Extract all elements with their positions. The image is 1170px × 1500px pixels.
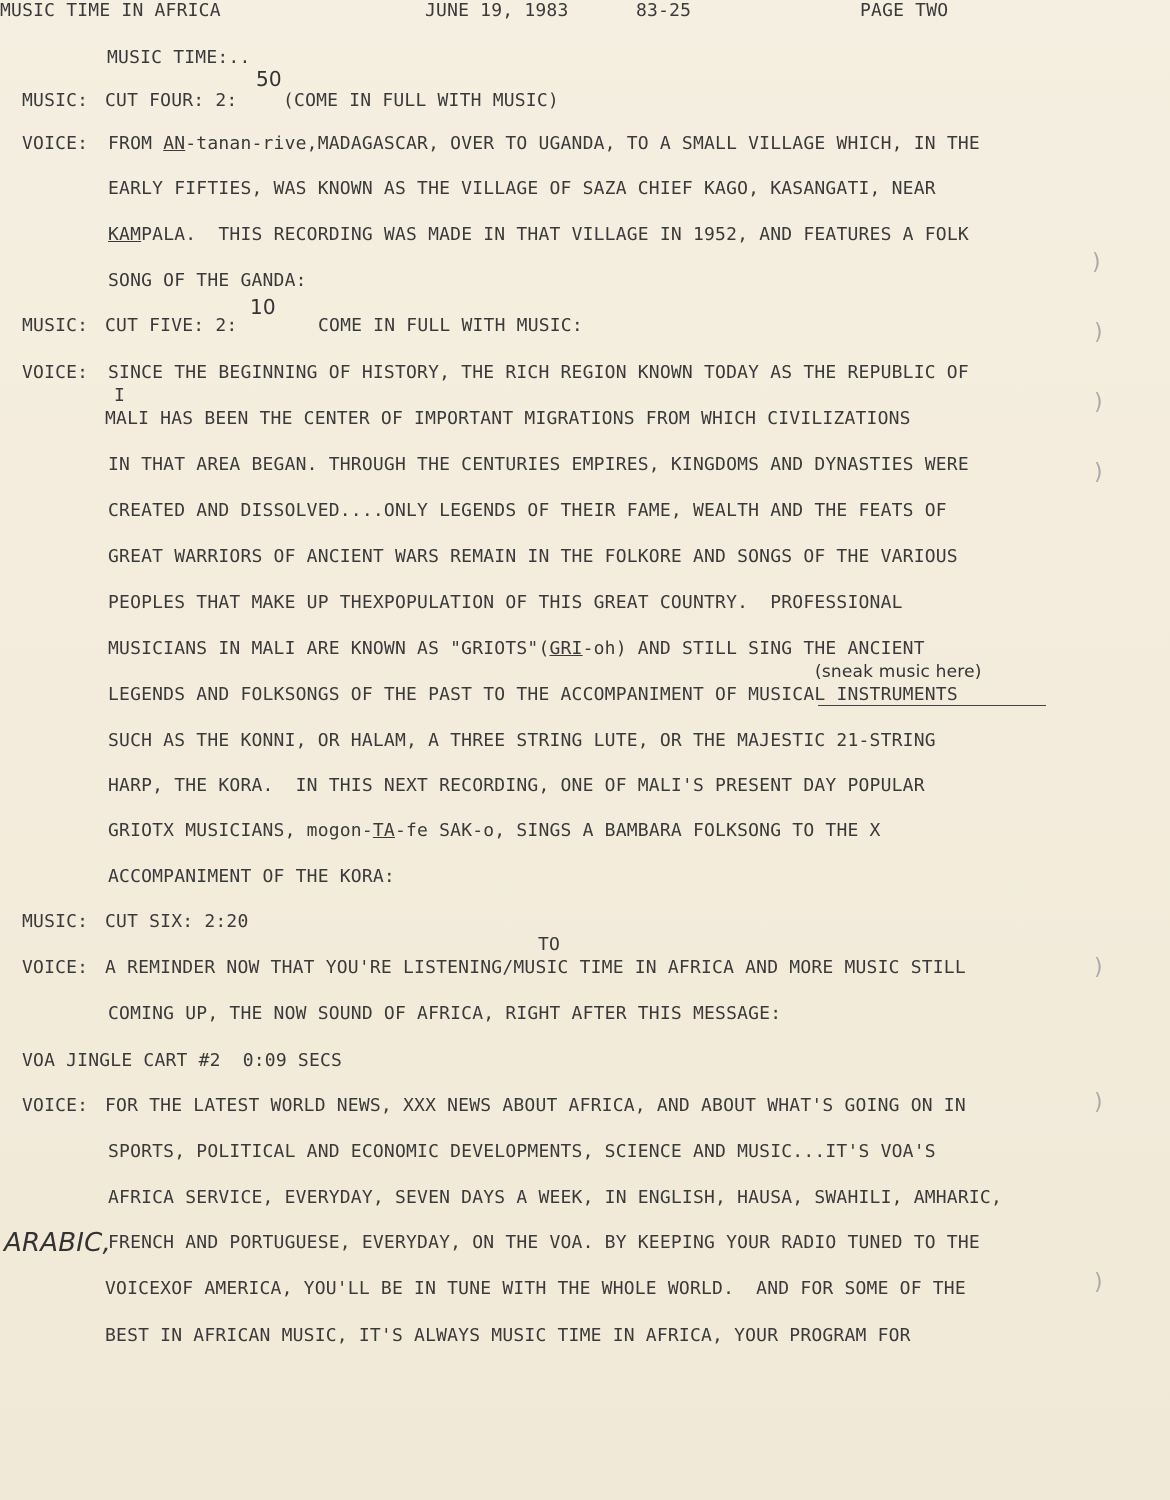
line-cut-six: CUT SIX: 2:20 (105, 911, 249, 932)
line-cut-five-cue: COME IN FULL WITH MUSIC: (318, 315, 583, 336)
typed-insert-to: TO (538, 934, 561, 955)
line-voice-12: LEGENDS AND FOLKSONGS OF THE PAST TO THE ACCOMPANIMENT OF MUSICAL INSTRUMENTS (108, 684, 958, 705)
line-voice-4: SONG OF THE GANDA: (108, 270, 307, 291)
line-voice-2: EARLY FIFTIES, WAS KNOWN AS THE VILLAGE OF SAZA CHIEF KAGO, KASANGATI, NEAR (108, 178, 936, 199)
handwritten-note-50: 50 (256, 67, 282, 91)
edge-mark: ) (1094, 460, 1103, 485)
edge-mark: ) (1092, 250, 1101, 275)
line-voice-16: ACCOMPANIMENT OF THE KORA: (108, 866, 395, 887)
line-voice-23: VOICEXOF AMERICA, YOU'LL BE IN TUNE WITH THE WHOLE WORLD. AND FOR SOME OF THE (105, 1278, 966, 1299)
line-voice-18: COMING UP, THE NOW SOUND OF AFRICA, RIGHT AFTER THIS MESSAGE: (108, 1003, 782, 1024)
line-voice-13: SUCH AS THE KONNI, OR HALAM, A THREE STRING LUTE, OR THE MAJESTIC 21-STRING (108, 730, 936, 751)
line-voice-7: IN THAT AREA BEGAN. THROUGH THE CENTURIES EMPIRES, KINGDOMS AND DYNASTIES WERE (108, 454, 969, 475)
label-music: MUSIC: (22, 911, 89, 932)
label-voice: VOICE: (22, 1095, 89, 1116)
label-music: MUSIC: (22, 315, 89, 336)
header-date: JUNE 19, 1983 (425, 0, 569, 21)
line-voice-22: FRENCH AND PORTUGUESE, EVERYDAY, ON THE VOA. BY KEEPING YOUR RADIO TUNED TO THE (108, 1232, 980, 1253)
line-voice-17: A REMINDER NOW THAT YOU'RE LISTENING/MUSIC TIME IN AFRICA AND MORE MUSIC STILL (105, 957, 966, 978)
line-voice-5: SINCE THE BEGINNING OF HISTORY, THE RICH REGION KNOWN TODAY AS THE REPUBLIC OF (108, 362, 969, 383)
line-voice-3: KAMPALA. THIS RECORDING WAS MADE IN THAT VILLAGE IN 1952, AND FEATURES A FOLK (108, 224, 969, 245)
line-voice-20: SPORTS, POLITICAL AND ECONOMIC DEVELOPMENTS, SCIENCE AND MUSIC...IT'S VOA'S (108, 1141, 936, 1162)
underline-rule (818, 705, 1046, 706)
line-voice-11: MUSICIANS IN MALI ARE KNOWN AS "GRIOTS"(GRI-oh) AND STILL SING THE ANCIENT (108, 638, 925, 659)
edge-mark: ) (1094, 390, 1103, 415)
handwritten-note-sneak-music: (sneak music here) (815, 662, 982, 682)
line-voice-21: AFRICA SERVICE, EVERYDAY, SEVEN DAYS A WEEK, IN ENGLISH, HAUSA, SWAHILI, AMHARIC, (108, 1187, 1002, 1208)
line-voice-1: FROM AN-tanan-rive,MADAGASCAR, OVER TO UGANDA, TO A SMALL VILLAGE WHICH, IN THE (108, 133, 980, 154)
line-jingle-cart: VOA JINGLE CART #2 0:09 SECS (22, 1050, 343, 1071)
header-page: PAGE TWO (860, 0, 949, 21)
line-voice-10: PEOPLES THAT MAKE UP THEXPOPULATION OF THIS GREAT COUNTRY. PROFESSIONAL (108, 592, 903, 613)
edge-mark: ) (1094, 320, 1103, 345)
edge-mark: ) (1094, 955, 1103, 980)
line-voice-15: GRIOTX MUSICIANS, mogon-TA-fe SAK-o, SINGS A BAMBARA FOLKSONG TO THE X (108, 820, 881, 841)
line-cut-five: CUT FIVE: 2: (105, 315, 238, 336)
label-voice: VOICE: (22, 133, 89, 154)
line-music-time: MUSIC TIME:.. (107, 47, 251, 68)
line-voice-19: FOR THE LATEST WORLD NEWS, XXX NEWS ABOUT AFRICA, AND ABOUT WHAT'S GOING ON IN (105, 1095, 966, 1116)
header-program: MUSIC TIME IN AFRICA (0, 0, 221, 21)
handwritten-note-arabic: ARABIC, (4, 1228, 111, 1258)
header-number: 83-25 (636, 0, 692, 21)
typed-correction-i: I (114, 385, 126, 406)
edge-mark: ) (1094, 1270, 1103, 1295)
line-voice-9: GREAT WARRIORS OF ANCIENT WARS REMAIN IN THE FOLKORE AND SONGS OF THE VARIOUS (108, 546, 958, 567)
line-voice-8: CREATED AND DISSOLVED....ONLY LEGENDS OF THEIR FAME, WEALTH AND THE FEATS OF (108, 500, 947, 521)
label-voice: VOICE: (22, 362, 89, 383)
handwritten-note-10: 10 (250, 295, 276, 319)
line-voice-14: HARP, THE KORA. IN THIS NEXT RECORDING, ONE OF MALI'S PRESENT DAY POPULAR (108, 775, 925, 796)
line-cut-four-cue: (COME IN FULL WITH MUSIC) (283, 90, 559, 111)
label-voice: VOICE: (22, 957, 89, 978)
edge-mark: ) (1094, 1090, 1103, 1115)
line-voice-6: MALI HAS BEEN THE CENTER OF IMPORTANT MIGRATIONS FROM WHICH CIVILIZATIONS (105, 408, 911, 429)
line-cut-four: CUT FOUR: 2: (105, 90, 238, 111)
label-music: MUSIC: (22, 90, 89, 111)
line-voice-24: BEST IN AFRICAN MUSIC, IT'S ALWAYS MUSIC TIME IN AFRICA, YOUR PROGRAM FOR (105, 1325, 911, 1346)
